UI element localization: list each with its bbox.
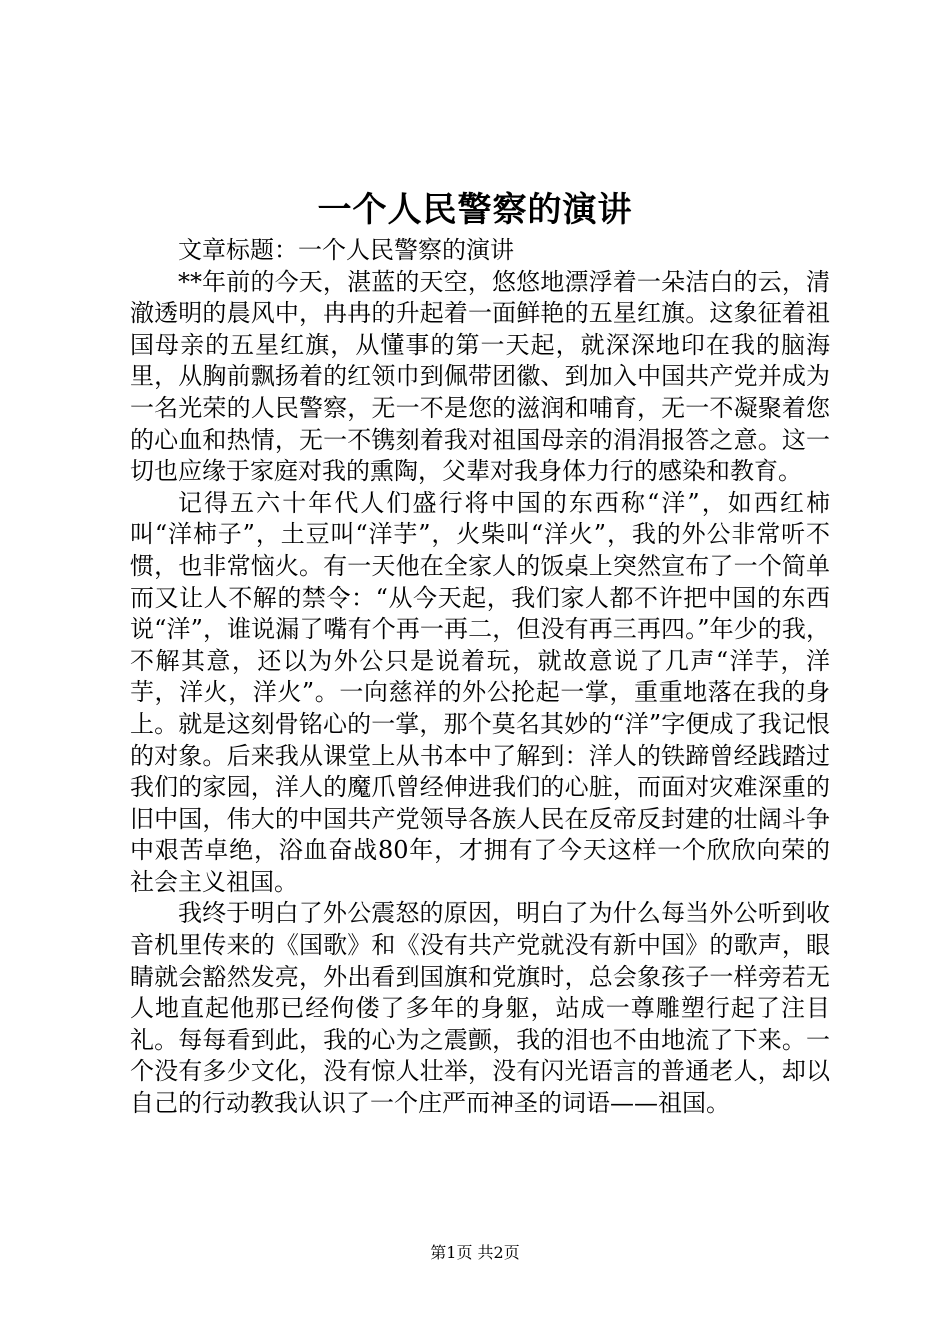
body-paragraph-1: **年前的今天，湛蓝的天空，悠悠地漂浮着一朵洁白的云，清澈透明的晨风中，冉冉的升起着一面鲜艳的五星红旗。这象征着祖国母亲的五星红旗，从懂事的第一天起，就深深地印在我的脑海里，从胸前飘扬着的红领巾到佩带团徽、到加入中国共产党并成为一名光荣的人民警察，无一不是您的滋润和哺育，无一不凝聚着您的心血和热情，无一不镌刻着我对祖国母亲的涓涓报答之意。这一切也应缘于家庭对我的熏陶，父辈对我身体力行的感染和教育。 (130, 267, 830, 486)
document-title: 一个人民警察的演讲 (317, 190, 633, 230)
document-body (130, 235, 830, 1120)
page-number-footer: 第1页 共2页 (430, 1243, 520, 1262)
article-subtitle-paragraph: 文章标题：一个人民警察的演讲 (178, 236, 514, 264)
body-paragraph-2: 记得五六十年代人们盛行将中国的东西称“洋”，如西红柿叫“洋柿子”，土豆叫“洋芋”，火柴叫“洋火”，我的外公非常听不惯，也非常恼火。有一天他在全家人的饭桌上突然宣布了一个简单而又让人不解的禁令：“从今天起，我们家人都不许把中国的东西说“洋”，谁说漏了嘴有个再一再二，但没有再三再四。”年少的我，不解其意，还以为外公只是说着玩，就故意说了几声“洋芋，洋芋，洋火，洋火”。一向慈祥的外公抡起一掌，重重地落在我的身上。就是这刻骨铭心的一掌，那个莫名其妙的“洋”字便成了我记恨的对象。后来我从课堂上从书本中了解到：洋人的铁蹄曾经践踏过我们的家园，洋人的魔爪曾经伸进我们的心脏，而面对灾难深重的旧中国，伟大的中国共产党领导各族人民在反帝反封建的壮阔斗争中艰苦卓绝，浴血奋战80年，才拥有了今天这样一个欣欣向荣的社会主义祖国。 (130, 488, 830, 896)
body-paragraph-3: 我终于明白了外公震怒的原因，明白了为什么每当外公听到收音机里传来的《国歌》和《没有共产党就没有新中国》的歌声，眼睛就会豁然发亮，外出看到国旗和党旗时，总会象孩子一样旁若无人地直起他那已经佝偻了多年的身躯，站成一尊雕塑行起了注目礼。每每看到此，我的心为之震颤，我的泪也不由地流了下来。一个没有多少文化，没有惊人壮举，没有闪光语言的普通老人，却以自己的行动教我认识了一个庄严而神圣的词语——祖国。 (130, 899, 830, 1118)
